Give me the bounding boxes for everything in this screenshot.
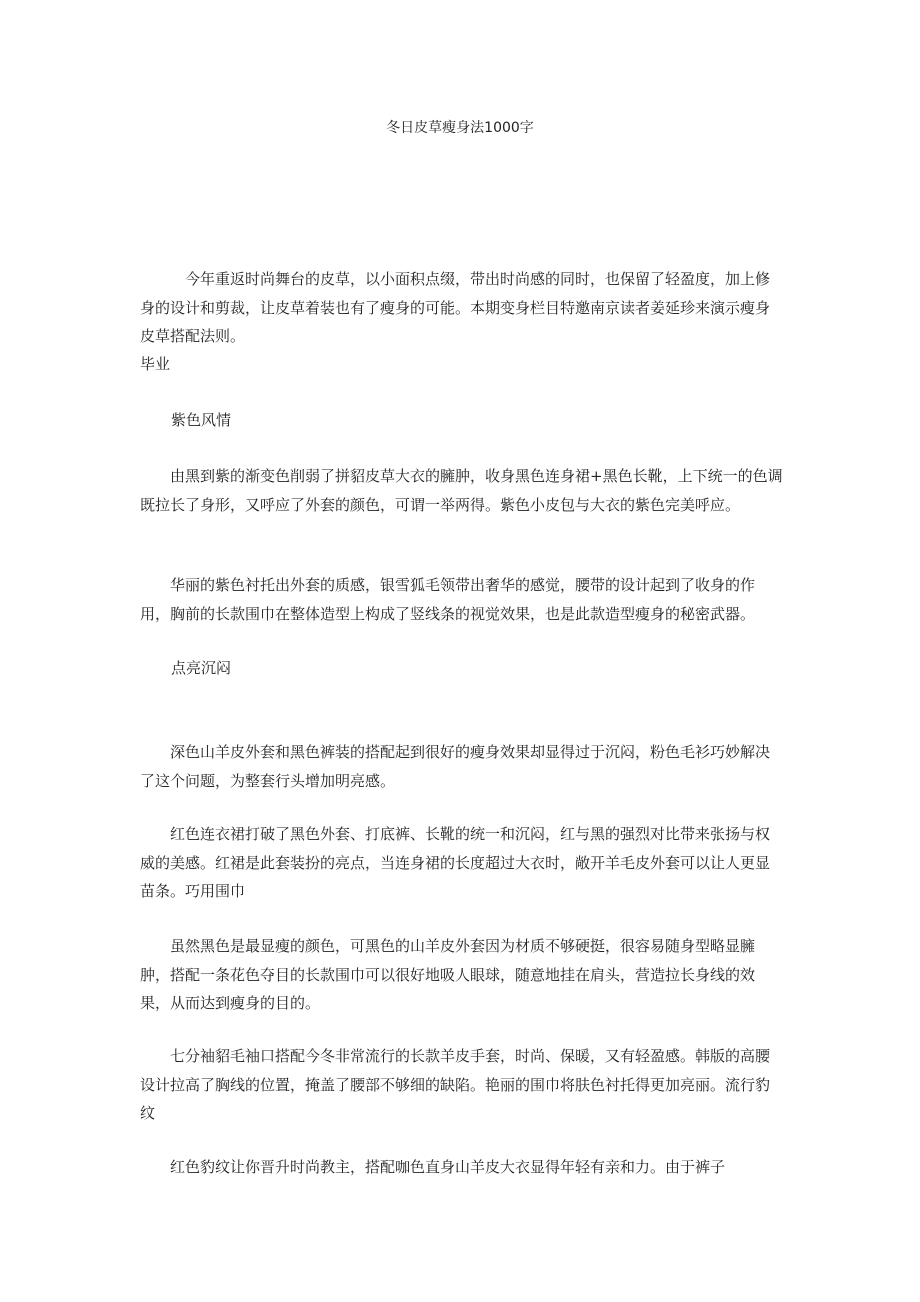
section-heading-brighten: 点亮沉闷 xyxy=(171,659,232,677)
section-heading-purple: 紫色风情 xyxy=(171,411,232,429)
document-title: 冬日皮草瘦身法1000字 xyxy=(386,120,534,136)
paragraph-6: 七分袖貂毛袖口搭配今冬非常流行的长款羊皮手套，时尚、保暖，又有轻盈感。韩版的高腰设计拉高了胸线的位置，掩盖了腰部不够细的缺陷。艳丽的围巾将肤色衬托得更加亮丽。流行豹纹 xyxy=(140,1047,771,1122)
paragraph-5: 虽然黑色是最显瘦的颜色，可黑色的山羊皮外套因为材质不够硬挺，很容易随身型略显臃肿，搭配一条花色夺目的长款围巾可以很好地吸人眼球，随意地挂在肩头，营造拉长身线的效果，从而达到瘦身的目的。 xyxy=(140,937,756,1012)
paragraph-3: 深色山羊皮外套和黑色裤装的搭配起到很好的瘦身效果却显得过于沉闷，粉色毛衫巧妙解决了这个问题，为整套行头增加明亮感。 xyxy=(140,743,771,790)
paragraph-7: 红色豹纹让你晋升时尚教主，搭配咖色直身山羊皮大衣显得年轻有亲和力。由于裤子 xyxy=(170,1158,726,1176)
intro-tail: 毕业 xyxy=(140,355,171,373)
paragraph-2: 华丽的紫色衬托出外套的质感，银雪狐毛领带出奢华的感觉，腰带的设计起到了收身的作用，胸前的长款围巾在整体造型上构成了竖线条的视觉效果，也是此款造型瘦身的秘密武器。 xyxy=(140,576,756,623)
paragraph-1: 由黑到紫的渐变色削弱了拼貂皮草大衣的臃肿，收身黑色连身裙+黑色长靴，上下统一的色调既拉长了身形，又呼应了外套的颜色，可谓一举两得。紫色小皮包与大衣的紫色完美呼应。 xyxy=(140,467,783,514)
paragraph-4: 红色连衣裙打破了黑色外套、打底裤、长靴的统一和沉闷，红与黑的强烈对比带来张扬与权威的美感。红裙是此套装扮的亮点，当连身裙的长度超过大衣时，敞开羊毛皮外套可以让人更显苗条。巧用围巾 xyxy=(140,825,771,900)
intro-paragraph: 今年重返时尚舞台的皮草，以小面积点缀，带出时尚感的同时，也保留了轻盈度，加上修身的设计和剪裁，让皮草着装也有了瘦身的可能。本期变身栏目特邀南京读者姜延珍来演示瘦身皮草搭配法则。 xyxy=(140,270,771,345)
